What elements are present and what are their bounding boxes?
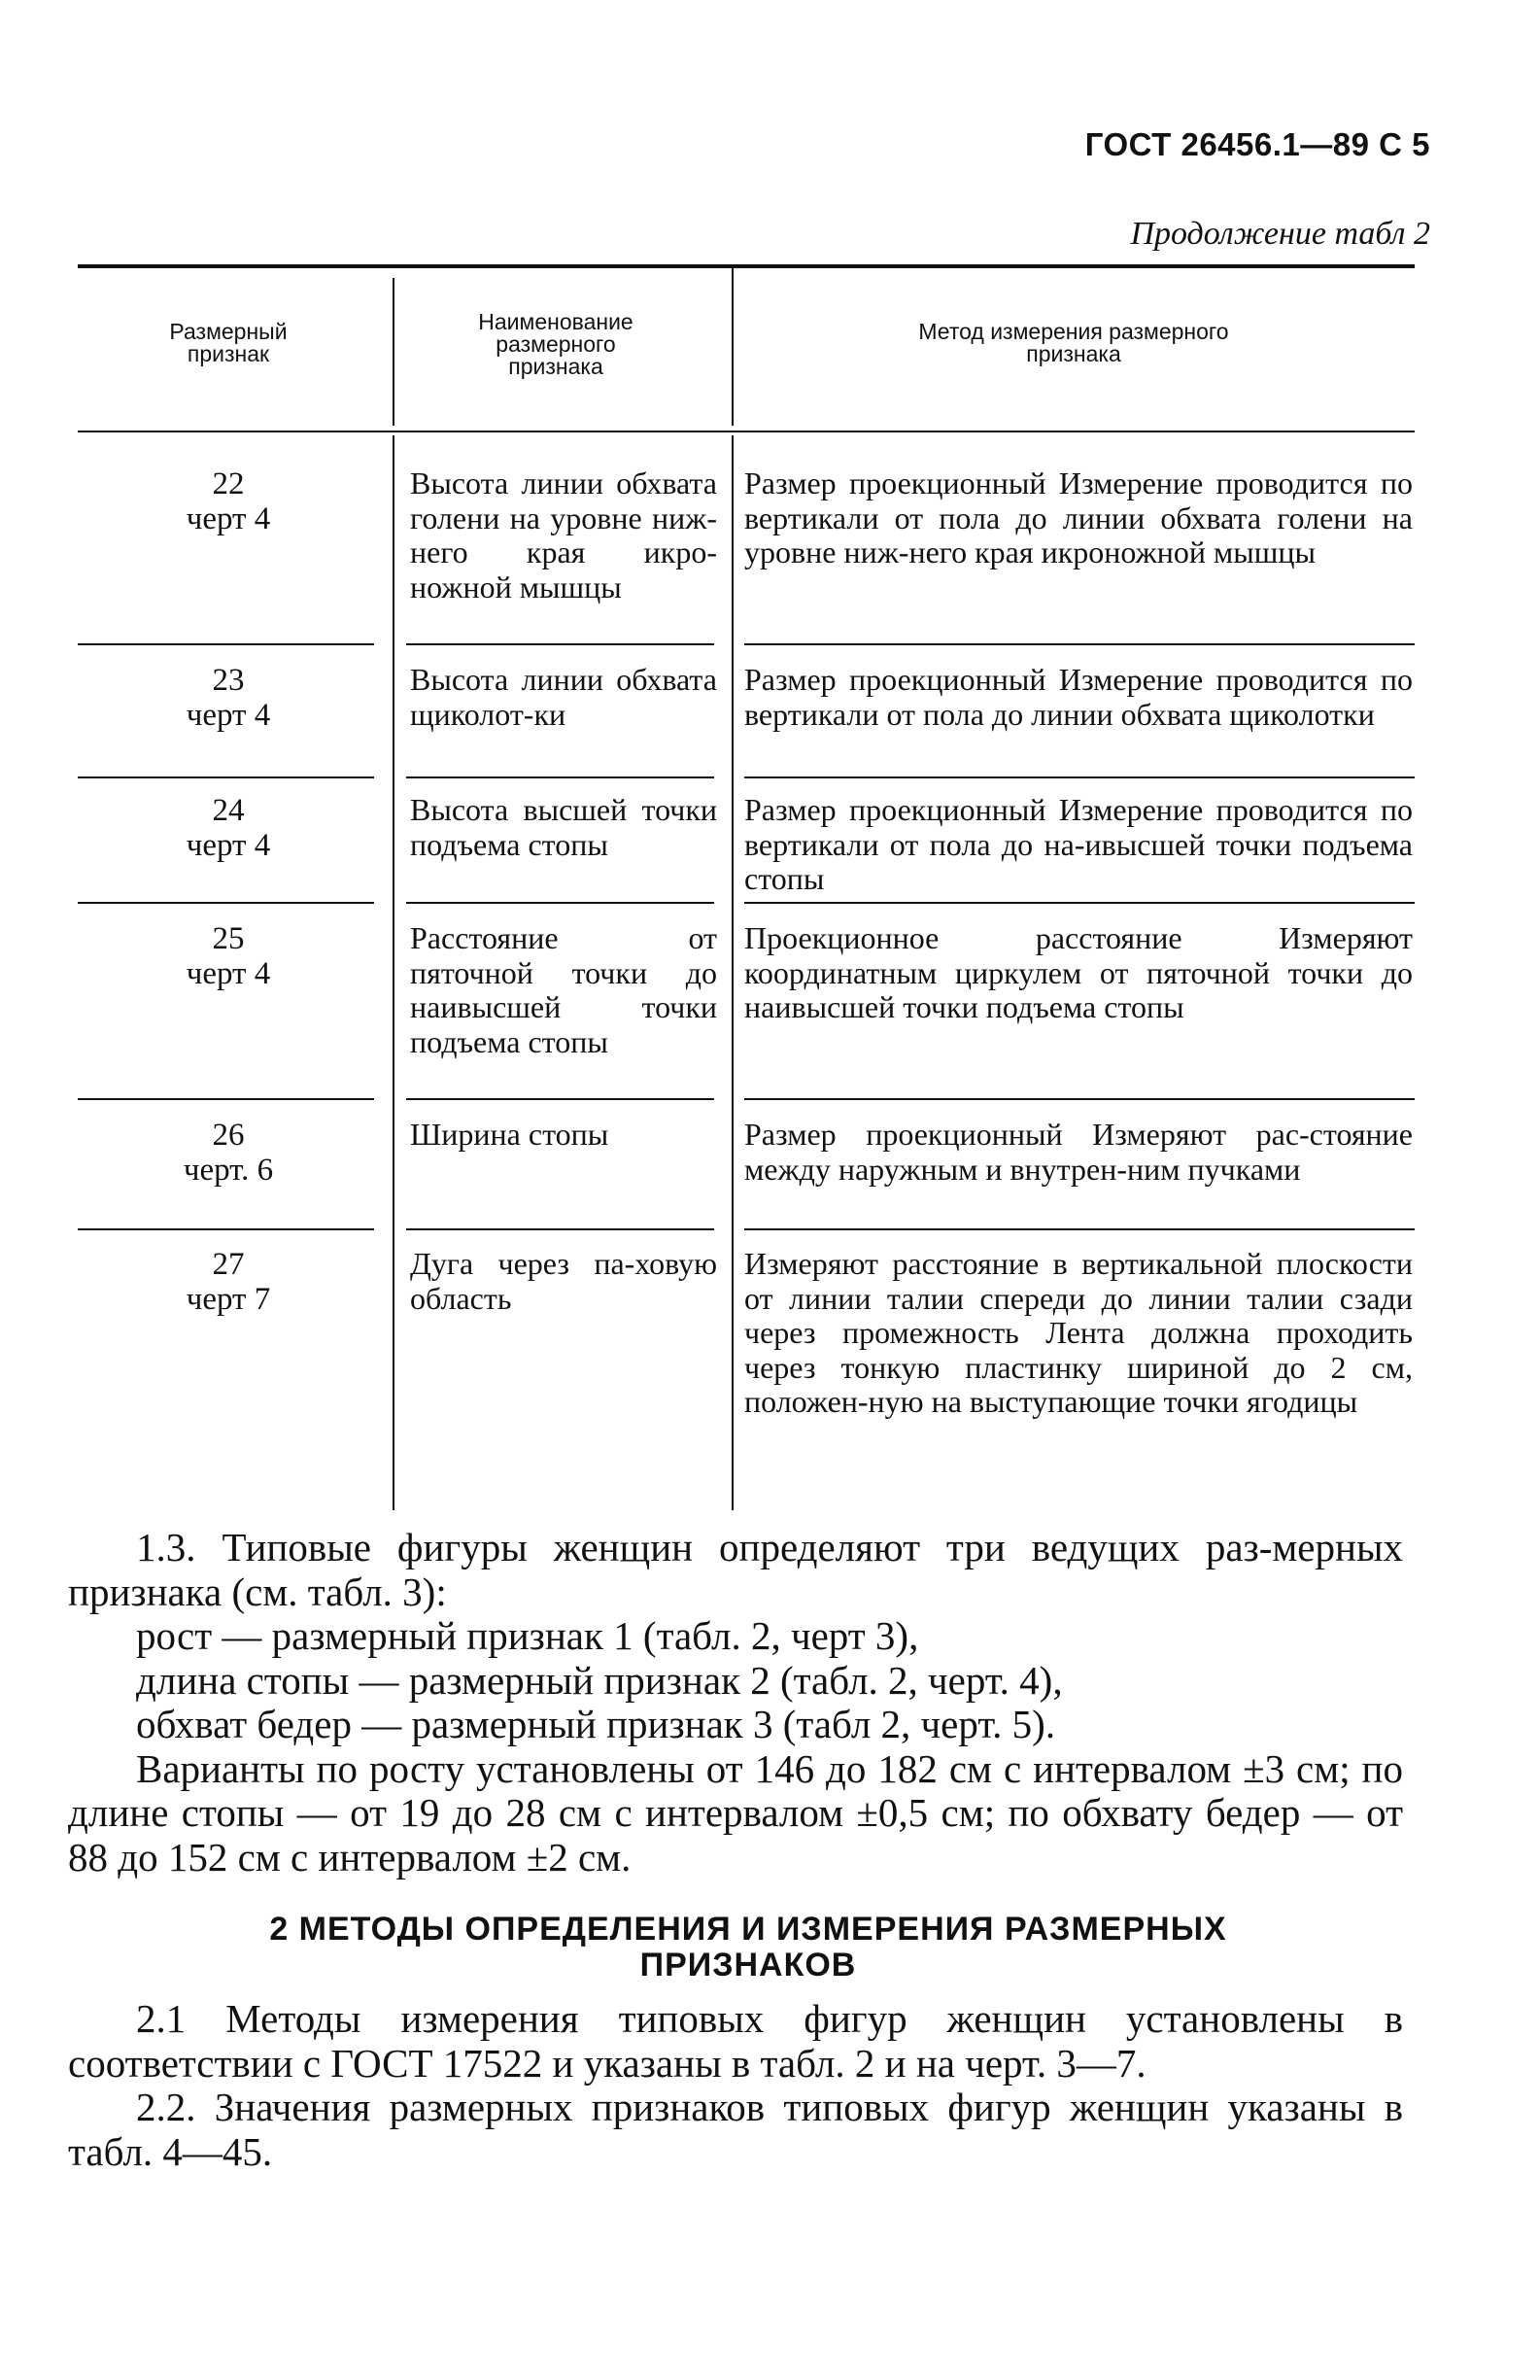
list-item: обхват бедер — размерный признак 3 (табл 2, черт. 5).: [136, 1702, 1056, 1746]
row-method: Проекционное расстояние Измеряют координатным циркулем от пяточной точки до наивысшей точки подъема стопы: [744, 920, 1413, 1024]
row-divider: [406, 643, 714, 645]
row-divider: [406, 902, 714, 904]
column-header-feature-name: Наименование размерного признака: [478, 309, 633, 379]
row-feature-name: Высота линии обхвата щиколот-ки: [410, 662, 717, 732]
row-divider: [78, 643, 374, 645]
row-divider: [744, 902, 1415, 904]
row-divider: [78, 776, 374, 778]
row-feature-name: Расстояние от пяточной точки до наивысшей точки подъема стопы: [410, 920, 717, 1059]
row-divider: [406, 776, 714, 778]
table-row: [78, 1247, 379, 1317]
paragraph-2-2: 2.2. Значения размерных признаков типовых фигур женщин указаны в табл. 4—45.: [68, 2085, 1403, 2174]
column-divider-2-body: [732, 435, 734, 1510]
paragraph-2-1: 2.1 Методы измерения типовых фигур женщин установлены в соответствии с ГОСТ 17522 и указаны в табл. 2 и на черт. 3—7.: [68, 1996, 1403, 2086]
row-number: 27: [212, 1247, 245, 1282]
row-feature-name: Высота высшей точки подъема стопы: [410, 792, 717, 862]
table-row: [78, 1118, 379, 1188]
table-header-rule: [78, 431, 1415, 432]
section-1-3: [68, 1526, 1403, 1880]
table-row: [78, 793, 379, 863]
row-method: Размер проекционный Измерение проводится по вертикали от пола до линии обхвата щиколотки: [744, 662, 1413, 732]
row-divider: [78, 1228, 374, 1230]
table-row: [78, 663, 379, 733]
row-method: Размер проекционный Измерение проводится по вертикали от пола до линии обхвата голени на уровне ниж-него края икроножной мышцы: [744, 466, 1413, 569]
row-figure-ref: черт. 6: [183, 1153, 274, 1188]
row-divider: [744, 643, 1415, 645]
table-row: [78, 921, 379, 991]
list-item: длина стопы — размерный признак 2 (табл. 2, черт. 4),: [136, 1657, 1063, 1703]
row-method: Измеряют расстояние в вертикальной плоскости от линии талии спереди до линии талии сзади через промежность Лента должна проходить через тонкую пластинку шириной до 2 см, положен-ную на выступающие точки ягодицы: [744, 1246, 1413, 1419]
column-header-measurement-method: Метод измерения размерного признака: [918, 319, 1229, 366]
row-feature-name: Ширина стопы: [410, 1117, 609, 1152]
row-figure-ref: черт 4: [186, 698, 271, 733]
table-top-rule: [78, 264, 1415, 268]
row-number: 22: [212, 466, 245, 501]
row-figure-ref: черт 4: [186, 501, 271, 536]
row-divider: [744, 1098, 1415, 1100]
table-row: [78, 466, 379, 536]
section-2-heading: [185, 1912, 1312, 1983]
paragraph-1-3-intro: 1.3. Типовые фигуры женщин определяют три ведущих раз-мерных признака (см. табл. 3):: [68, 1525, 1403, 1614]
row-divider: [406, 1098, 714, 1100]
row-number: 25: [212, 921, 245, 956]
paragraph-variants: Варианты по росту установлены от 146 до 182 см с интервалом ±3 см; по длине стопы — от 19 до 28 см с интервалом ±0,5 см; по обхвату бедер — от 88 до 152 см с интервалом ±2 см.: [68, 1745, 1403, 1880]
row-method: Размер проекционный Измеряют рас-стояние между наружным и внутрен-ним пучками: [744, 1117, 1413, 1187]
table-continuation-label: Продолжение табл 2: [1130, 216, 1430, 252]
row-number: 26: [212, 1118, 245, 1153]
row-feature-name: Дуга через па-ховую область: [410, 1246, 717, 1316]
list-item: рост — размерный признак 1 (табл. 2, черт 3),: [136, 1613, 919, 1658]
row-divider: [78, 902, 374, 904]
row-divider: [744, 776, 1415, 778]
document-reference: ГОСТ 26456.1—89 С 5: [1084, 126, 1430, 162]
row-number: 24: [212, 793, 245, 828]
row-divider: [406, 1228, 714, 1230]
section-2-heading-line-2: ПРИЗНАКОВ: [639, 1947, 857, 1983]
row-number: 23: [212, 663, 245, 698]
row-figure-ref: черт 4: [186, 956, 271, 991]
row-divider: [78, 1098, 374, 1100]
column-divider-2: [732, 268, 734, 426]
row-feature-name: Высота линии обхвата голени на уровне ниж-него края икро-ножной мышцы: [410, 466, 717, 604]
column-divider-1-body: [393, 435, 394, 1510]
row-figure-ref: черт 4: [186, 828, 271, 863]
column-header-size-feature: Размерный признак: [169, 319, 288, 366]
row-figure-ref: черт 7: [186, 1282, 271, 1317]
section-2-heading-line-1: 2 МЕТОДЫ ОПРЕДЕЛЕНИЯ И ИЗМЕРЕНИЯ РАЗМЕРНЫХ: [269, 1911, 1227, 1948]
row-divider: [744, 1228, 1415, 1230]
row-method: Размер проекционный Измерение проводится по вертикали от пола до на-ивысшей точки подъема стопы: [744, 792, 1413, 896]
column-divider-1: [393, 278, 394, 426]
section-2-body: [68, 1997, 1403, 2174]
